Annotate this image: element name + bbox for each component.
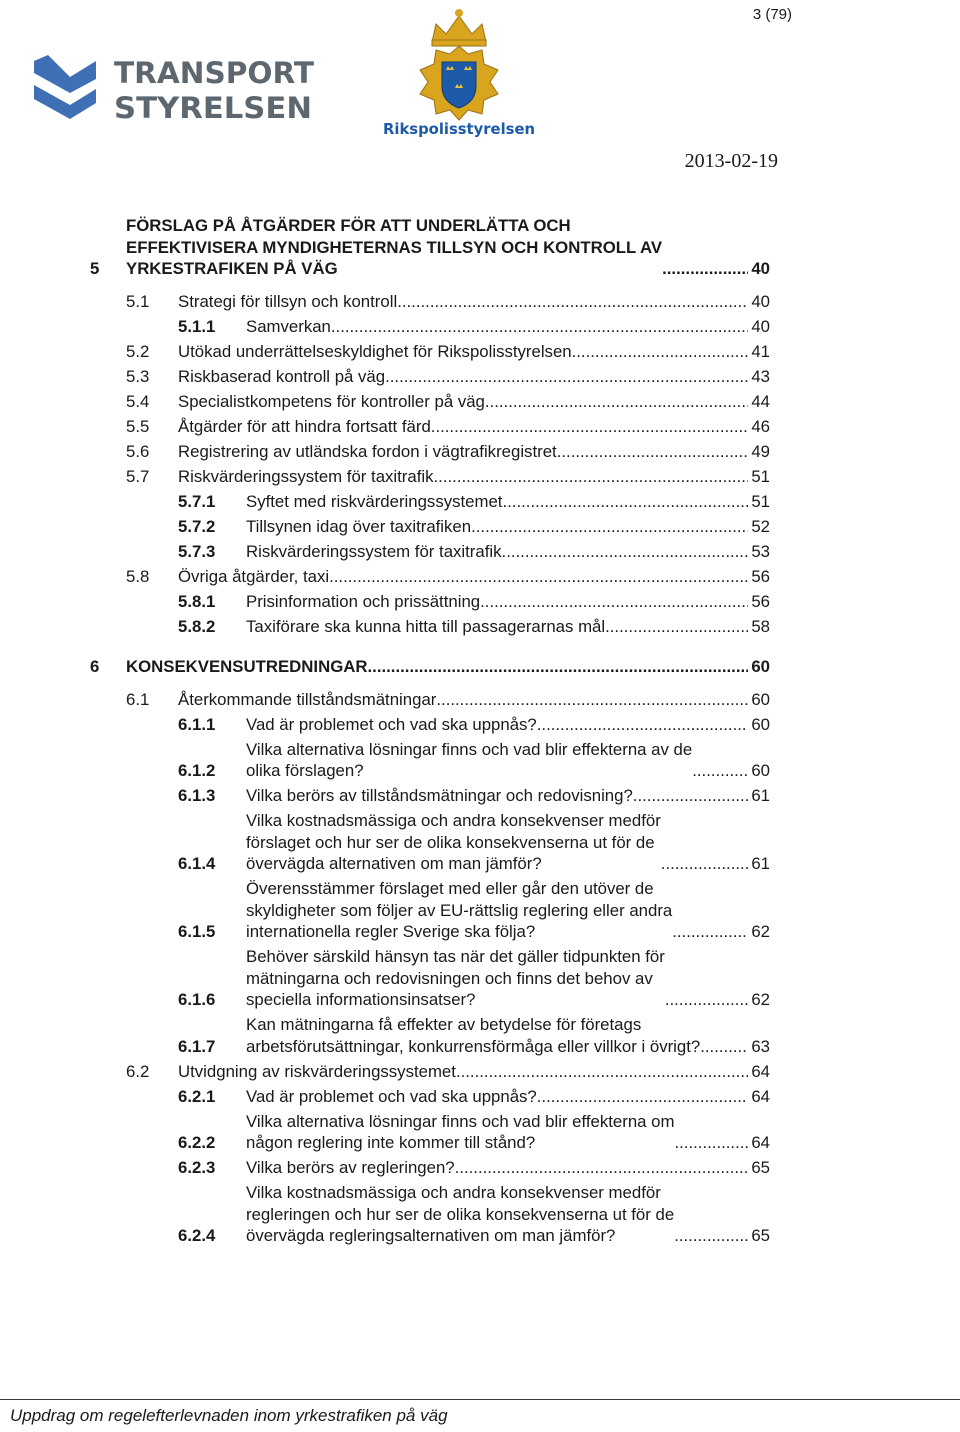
toc-entry-title-line: Vilka berörs av tillståndsmätningar och redovisning?: [246, 786, 633, 805]
toc-entry-title: [246, 739, 692, 782]
toc-entry[interactable]: [90, 291, 770, 313]
toc-entry[interactable]: [90, 1014, 770, 1057]
toc-entry[interactable]: [90, 466, 770, 488]
toc-entry-page: 44: [751, 391, 770, 411]
toc-entry-title-line: Vilka alternativa lösningar finns och vad blir effekterna av de: [246, 739, 693, 759]
toc-entry-title-line: Utvidgning av riskvärderingssystemet: [178, 1061, 456, 1081]
toc-entry-number: 6.2.2: [178, 1133, 216, 1152]
toc-entry-title-line: Kan mätningarna få effekter av betydelse för företags: [246, 1015, 642, 1034]
dot-leader: [431, 416, 748, 438]
toc-entry[interactable]: [90, 1111, 770, 1154]
dot-leader: [506, 541, 748, 563]
toc-entry-title: [178, 566, 329, 588]
toc-entry-title: [178, 1061, 456, 1083]
toc-entry-title: [246, 878, 672, 943]
dot-leader: [662, 258, 748, 280]
toc-entry-number: 5.7: [126, 466, 150, 486]
toc-entry[interactable]: [90, 689, 770, 711]
toc-entry-number: 5.7.1: [178, 491, 216, 511]
toc-entry-title: [246, 516, 471, 538]
toc-entry-page: 64: [751, 1133, 770, 1152]
toc-entry-number: 5.8: [126, 566, 150, 586]
toc-entry-title-line: arbetsförutsättningar, konkurrensförmåga eller villkor i övrigt?: [246, 1036, 701, 1056]
toc-entry-title-line: olika förslagen?: [246, 761, 364, 780]
toc-entry[interactable]: [90, 785, 770, 807]
ts-logo-mark-top: [34, 55, 96, 93]
toc-entry[interactable]: [90, 316, 770, 338]
toc-entry-number: 6.2.4: [178, 1226, 216, 1245]
dot-leader: [397, 291, 748, 313]
dot-leader: [557, 441, 748, 463]
toc-entry-page: 60: [751, 761, 770, 780]
toc-entry-page: 46: [751, 416, 770, 436]
toc-entry-number: 6.1.6: [178, 990, 216, 1009]
toc-entry[interactable]: [90, 1086, 770, 1108]
toc-entry-page: 51: [751, 491, 770, 511]
toc-entry-number: 6.1.5: [178, 922, 216, 941]
dot-leader: [329, 566, 748, 588]
toc-entry-title: [178, 341, 572, 363]
dot-leader: [455, 1157, 748, 1179]
toc-entry-number: 5.1: [126, 291, 150, 311]
toc-entry-title-line: Övriga åtgärder, taxi: [178, 566, 330, 586]
toc-entry-page: 60: [751, 657, 770, 676]
toc-entry-number: 6.1.3: [178, 786, 216, 805]
toc-entry[interactable]: [90, 1061, 770, 1083]
toc-entry-title-line: mätningarna och redovisningen och finns det behov av: [246, 968, 653, 988]
toc-entry-title: [178, 366, 385, 388]
toc-entry-page: 58: [751, 616, 770, 636]
toc-entry-number: 5.3: [126, 366, 150, 386]
toc-entry[interactable]: [90, 1157, 770, 1179]
toc-entry-title: [178, 391, 485, 413]
dot-leader: [537, 714, 748, 736]
toc-entry-number: 6.1.1: [178, 714, 216, 734]
toc-entry[interactable]: [90, 491, 770, 513]
toc-entry-title-line: Vilka alternativa lösningar finns och vad blir effekterna om: [246, 1111, 675, 1131]
toc-entry-title-line: speciella informationsinsatser?: [246, 990, 476, 1009]
toc-entry-page: 52: [751, 516, 770, 536]
toc-entry-title-line: FÖRSLAG PÅ ÅTGÄRDER FÖR ATT UNDERLÄTTA OCH: [126, 216, 571, 235]
dot-leader: [674, 1225, 748, 1247]
toc-entry-page: 65: [751, 1226, 770, 1245]
page-footer: [0, 1399, 960, 1432]
dot-leader: [633, 785, 748, 807]
ts-logo-line2: STYRELSEN: [114, 91, 312, 123]
toc-entry-title: [246, 785, 633, 807]
toc-entry-page: 51: [751, 466, 770, 486]
toc-entry-page: 56: [751, 566, 770, 586]
toc-entry-page: 63: [751, 1036, 770, 1056]
toc-entry-number: 6.1.4: [178, 854, 216, 873]
toc-entry-number: 6.1.2: [178, 761, 216, 780]
toc-entry-page: 60: [751, 689, 770, 709]
toc-entry-title-line: Prisinformation och prissättning: [246, 591, 481, 611]
transportstyrelsen-logo: [34, 55, 319, 123]
toc-entry-title: [246, 714, 537, 736]
dot-leader: [692, 760, 748, 782]
toc-entry-page: 62: [751, 922, 770, 941]
toc-entry-title: [126, 656, 368, 678]
toc-entry-page: 56: [751, 591, 770, 611]
toc-entry-number: 5.5: [126, 416, 150, 436]
toc-entry-title-line: Strategi för tillsyn och kontroll: [178, 291, 398, 311]
toc-entry-page: 64: [751, 1061, 770, 1081]
toc-entry[interactable]: [90, 1182, 770, 1247]
dot-leader: [502, 491, 748, 513]
toc-entry-title-line: Riskbaserad kontroll på väg: [178, 366, 386, 386]
toc-entry-number: 5: [90, 259, 100, 278]
toc-entry-number: 6.1.7: [178, 1036, 216, 1056]
toc-entry-number: 6.2: [126, 1061, 150, 1081]
rikspolisstyrelsen-logo: [380, 2, 538, 142]
toc-entry-title: [246, 810, 661, 875]
toc-entry-title: [246, 1014, 700, 1057]
toc-entry-title-line: Taxiförare ska kunna hitta till passagerarnas mål: [246, 616, 606, 636]
dot-leader: [456, 1061, 748, 1083]
document-date: 2013-02-19: [684, 150, 778, 172]
toc-entry-title-line: Samverkan: [246, 316, 331, 336]
toc-entry-title-line: Tillsynen idag över taxitrafiken: [246, 516, 472, 536]
toc-entry-title-line: Vilka kostnadsmässiga och andra konsekvenser medför: [246, 811, 661, 830]
dot-leader: [674, 1132, 748, 1154]
toc-entry-page: 49: [751, 441, 770, 461]
toc-entry-page: 61: [751, 786, 770, 805]
toc-entry[interactable]: [90, 391, 770, 413]
toc-entry-title-line: Överensstämmer förslaget med eller går den utöver de: [246, 879, 654, 898]
toc-entry-title-line: Vad är problemet och vad ska uppnås?: [246, 1086, 537, 1106]
dot-leader: [368, 656, 749, 678]
toc-entry[interactable]: [90, 366, 770, 388]
toc-entry-title-line: KONSEKVENSUTREDNINGAR: [126, 657, 368, 676]
toc-entry-title-line: övervägda regleringsalternativen om man jämför?: [246, 1226, 616, 1245]
toc-entry-page: 64: [751, 1086, 770, 1106]
toc-entry-title: [246, 616, 605, 638]
toc-entry[interactable]: [90, 341, 770, 363]
toc-entry[interactable]: [90, 215, 770, 280]
toc-entry-title: [178, 689, 436, 711]
toc-entry-title-line: Syftet med riskvärderingssystemet: [246, 491, 503, 511]
dot-leader: [665, 989, 748, 1011]
toc-entry-page: 41: [751, 341, 770, 361]
toc-entry-title-line: Utökad underrättelseskyldighet för Rikspolisstyrelsen: [178, 341, 572, 361]
toc-entry[interactable]: [90, 656, 770, 678]
ts-logo-line1: TRANSPORT: [114, 56, 315, 90]
toc-entry-number: 5.7.2: [178, 516, 216, 536]
dot-leader: [331, 316, 748, 338]
toc-entry-number: 6.1: [126, 689, 150, 709]
toc-entry-title-line: Riskvärderingssystem för taxitrafik.: [246, 541, 507, 561]
toc-entry-number: 5.7.3: [178, 541, 216, 561]
dot-leader: [436, 689, 748, 711]
footer-text: Uppdrag om regelefterlevnaden inom yrkestrafiken på väg: [10, 1406, 448, 1425]
toc-entry-title-line: skyldigheter som följer av EU-rättslig reglering eller andra: [246, 900, 673, 920]
toc-entry-title: [246, 591, 480, 613]
toc-entry-number: 5.8.2: [178, 616, 216, 636]
toc-entry-title: [178, 441, 557, 463]
toc-entry-title-line: Återkommande tillståndsmätningar: [178, 689, 437, 709]
toc-entry[interactable]: [90, 541, 770, 563]
toc-entry-page: 43: [751, 366, 770, 386]
toc-entry[interactable]: [90, 591, 770, 613]
dot-leader: [471, 516, 748, 538]
toc-entry[interactable]: [90, 739, 770, 782]
toc-entry-title-line: Specialistkompetens för kontroller på väg: [178, 391, 485, 411]
dot-leader: [385, 366, 748, 388]
toc-entry-page: 40: [751, 259, 770, 278]
toc-entry-number: 5.8.1: [178, 591, 216, 611]
toc-entry-page: 65: [751, 1158, 770, 1177]
dot-leader: [485, 391, 748, 413]
dot-leader: [605, 616, 748, 638]
toc-entry-title-line: regleringen och hur ser de olika konsekvenserna ut för de: [246, 1204, 675, 1224]
toc-entry-title: [246, 1111, 674, 1154]
toc-entry-number: 6: [90, 657, 100, 676]
page-number: 3 (79): [752, 6, 792, 23]
toc-entry-title-line: förslaget och hur ser de olika konsekvenserna ut för de: [246, 832, 655, 852]
toc-entry-page: 62: [751, 990, 770, 1009]
toc-entry-number: 5.2: [126, 341, 150, 361]
toc-entry-title-line: Vad är problemet och vad ska uppnås?: [246, 714, 537, 734]
toc-entry-title: [178, 416, 431, 438]
toc-entry-page: 40: [751, 291, 770, 311]
toc-entry-title: [246, 1086, 537, 1108]
toc-entry-title: [246, 316, 331, 338]
toc-entry-page: 53: [751, 541, 770, 561]
toc-entry-title-line: Riskvärderingssystem för taxitrafik: [178, 466, 434, 486]
toc-entry-number: 6.2.3: [178, 1158, 216, 1177]
toc-entry[interactable]: [90, 516, 770, 538]
toc-entry-page: 60: [751, 714, 770, 734]
table-of-contents: [90, 215, 770, 1247]
toc-entry-title-line: Vilka berörs av regleringen?: [246, 1158, 455, 1177]
toc-entry-number: 6.2.1: [178, 1086, 216, 1106]
rps-logo-name: Rikspolisstyrelsen: [383, 120, 535, 138]
dot-leader: [434, 466, 748, 488]
toc-entry-title: [246, 1157, 455, 1179]
toc-entry-title-line: Behöver särskild hänsyn tas när det gäller tidpunkten för: [246, 947, 665, 966]
toc-entry-number: 5.6: [126, 441, 150, 461]
toc-entry[interactable]: [90, 616, 770, 638]
toc-entry[interactable]: [90, 566, 770, 588]
toc-entry[interactable]: [90, 810, 770, 875]
toc-entry-page: 40: [751, 316, 770, 336]
toc-entry-title-line: EFFEKTIVISERA MYNDIGHETERNAS TILLSYN OCH KONTROLL AV: [126, 237, 663, 257]
dot-leader: [572, 341, 748, 363]
toc-entry-title-line: någon reglering inte kommer till stånd?: [246, 1133, 536, 1152]
toc-entry[interactable]: [90, 416, 770, 438]
toc-entry-title-line: Vilka kostnadsmässiga och andra konsekvenser medför: [246, 1183, 661, 1202]
toc-entry-title: [246, 541, 506, 563]
toc-entry-title-line: internationella regler Sverige ska följa?: [246, 922, 536, 941]
toc-entry-title: [246, 1182, 674, 1247]
toc-entry-page: 61: [751, 854, 770, 873]
toc-entry-title: [178, 291, 397, 313]
toc-entry[interactable]: [90, 878, 770, 943]
dot-leader: [700, 1036, 748, 1058]
toc-entry-title-line: Åtgärder för att hindra fortsatt färd: [178, 416, 431, 436]
toc-entry-title: [178, 466, 434, 488]
toc-entry-title: [126, 215, 662, 280]
toc-entry-title-line: YRKESTRAFIKEN PÅ VÄG: [126, 259, 338, 278]
dot-leader: [480, 591, 748, 613]
toc-entry-number: 5.4: [126, 391, 150, 411]
crown-icon: [432, 9, 486, 46]
toc-entry-title: [246, 946, 665, 1011]
toc-entry-title-line: Registrering av utländska fordon i vägtrafikregistret: [178, 441, 557, 461]
dot-leader: [537, 1086, 748, 1108]
toc-entry[interactable]: [90, 946, 770, 1011]
toc-entry[interactable]: [90, 714, 770, 736]
toc-entry-title: [246, 491, 502, 513]
toc-entry-number: 5.1.1: [178, 316, 216, 336]
dot-leader: [672, 921, 748, 943]
toc-entry[interactable]: [90, 441, 770, 463]
dot-leader: [661, 853, 748, 875]
toc-entry-title-line: övervägda alternativen om man jämför?: [246, 854, 542, 873]
